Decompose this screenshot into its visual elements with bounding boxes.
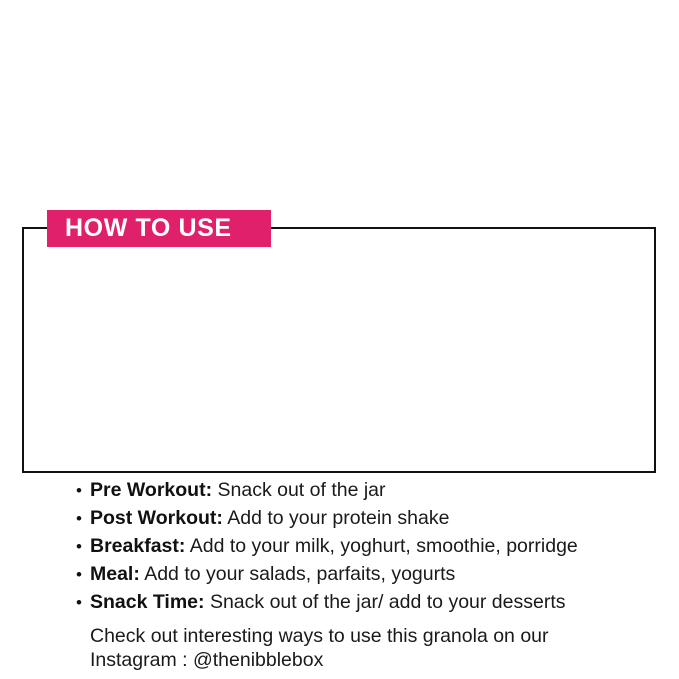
bullet-icon: •: [76, 481, 82, 500]
bullet-icon: •: [76, 537, 82, 556]
instagram-note-line-2: Instagram : @thenibblebox: [90, 648, 324, 671]
list-item-body: [90, 507, 449, 530]
how-to-use-panel: [22, 227, 656, 671]
list-item-label: Snack Time:: [90, 591, 205, 613]
list-item-label: Pre Workout:: [90, 479, 213, 501]
list-item-body: [90, 479, 386, 502]
list-item-description: Snack out of the jar/ add to your desserts: [209, 591, 566, 613]
how-to-use-banner: [47, 210, 271, 247]
list-item: [76, 535, 666, 558]
list-item: [76, 591, 666, 614]
list-item: [76, 507, 666, 530]
list-item-description: Add to your salads, parfaits, yogurts: [144, 563, 456, 585]
list-item-description: Add to your milk, yoghurt, smoothie, porridge: [189, 535, 578, 557]
how-to-use-title: HOW TO USE: [65, 214, 232, 242]
list-item-body: [90, 535, 578, 558]
instagram-note-line-1: Check out interesting ways to use this granola on our: [90, 625, 549, 647]
bullet-icon: •: [76, 509, 82, 528]
usage-list: [76, 479, 666, 673]
list-item-label: Breakfast:: [90, 535, 186, 557]
list-item-label: Meal:: [90, 563, 140, 585]
list-item-body: [90, 591, 566, 614]
list-item-description: Snack out of the jar: [217, 479, 386, 501]
list-item-description: Add to your protein shake: [227, 507, 450, 529]
list-item: [76, 563, 666, 586]
bullet-icon: •: [76, 565, 82, 584]
instagram-note: [90, 625, 630, 673]
bullet-icon: •: [76, 593, 82, 612]
list-item: [76, 479, 666, 502]
list-item-body: [90, 563, 455, 586]
list-item-label: Post Workout:: [90, 507, 223, 529]
